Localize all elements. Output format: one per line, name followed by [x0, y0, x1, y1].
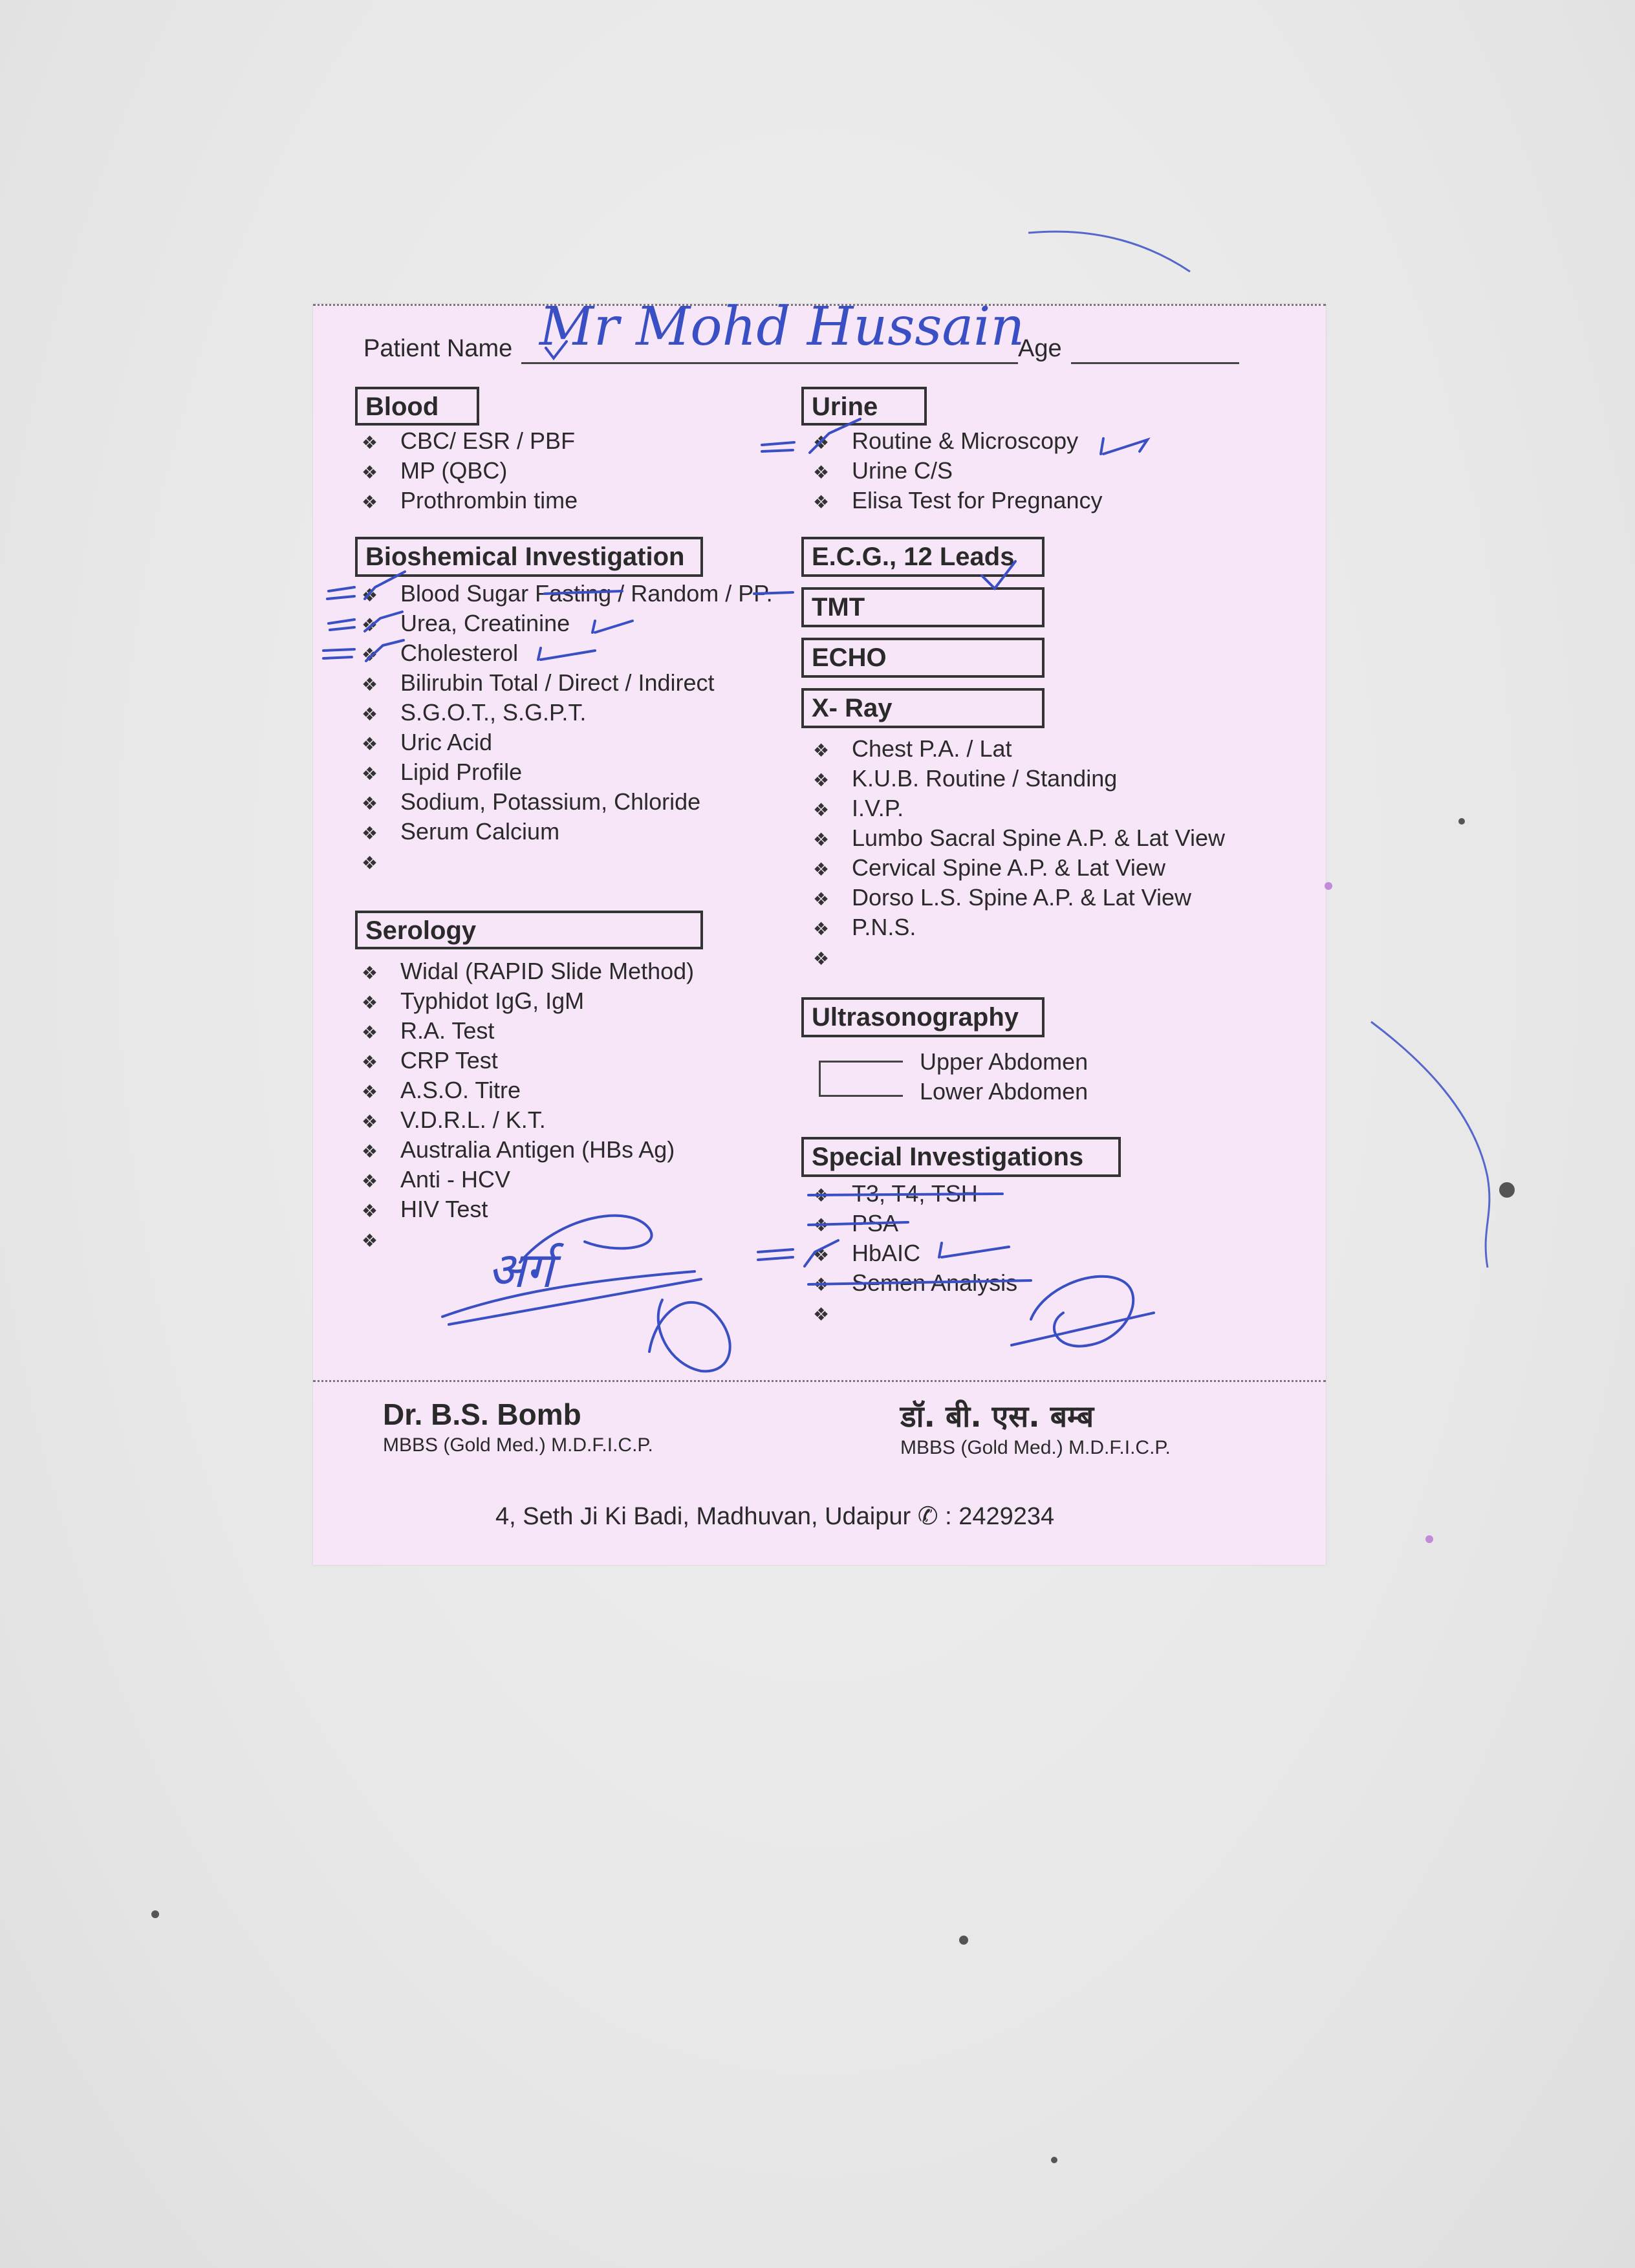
list-item: ❖ S.G.O.T., S.G.P.T. [362, 699, 587, 726]
age-label: Age [1018, 335, 1062, 362]
list-item: ❖ Serum Calcium [362, 818, 560, 845]
dash-mark [762, 442, 794, 451]
list-item: ❖ Lipid Profile [362, 759, 523, 785]
age-line [1071, 362, 1239, 364]
list-item: ❖ Urine C/S [813, 457, 953, 484]
biochem-header: Bioshemical Investigation [355, 537, 703, 577]
list-item: ❖ Anti - HCV [362, 1166, 511, 1193]
list-item: ❖ I.V.P. [813, 795, 904, 821]
usg-bracket [819, 1061, 903, 1097]
list-item: ❖ [813, 1304, 830, 1324]
list-item: ❖ Dorso L.S. Spine A.P. & Lat View [813, 884, 1191, 911]
list-item: ❖ R.A. Test [362, 1017, 495, 1044]
list-item: Lower Abdomen [920, 1078, 1088, 1105]
list-item: ❖ Chest P.A. / Lat [813, 735, 1012, 762]
list-item: ❖ P.N.S. [813, 914, 916, 940]
prescription-slip [313, 296, 1326, 1565]
doctor-name-hindi: डॉ. बी. एस. बम्ब [900, 1399, 1094, 1434]
list-item: ❖ CRP Test [362, 1047, 498, 1074]
list-item: ❖ V.D.R.L. / K.T. [362, 1107, 546, 1133]
list-item: ❖ Prothrombin time [362, 487, 578, 513]
list-item: ❖ Bilirubin Total / Direct / Indirect [362, 669, 715, 696]
list-item: ❖ Widal (RAPID Slide Method) [362, 958, 695, 984]
dash-mark [329, 620, 354, 630]
list-item: ❖ HbAIC [813, 1240, 921, 1266]
list-item: ❖ Cholesterol [362, 640, 519, 666]
list-item: ❖ MP (QBC) [362, 457, 508, 484]
clinic-address: 4, Seth Ji Ki Badi, Madhuvan, Udaipur ✆ : 2429234 [495, 1503, 1055, 1530]
signature-stroke [442, 1271, 695, 1317]
list-item: ❖ T3, T4, TSH [813, 1180, 978, 1207]
bottom-perforation [313, 1380, 1326, 1387]
dash-mark [323, 649, 354, 658]
tmt-header: TMT [801, 587, 1045, 627]
list-item: ❖ Routine & Microscopy [813, 427, 1079, 454]
doctor-degree-english: MBBS (Gold Med.) M.D.F.I.C.P. [383, 1434, 653, 1456]
list-item: ❖ PSA [813, 1210, 899, 1237]
tick-mark [592, 621, 633, 632]
list-item: ❖ [813, 949, 830, 969]
signature-stroke [649, 1300, 730, 1371]
list-item: ❖ Sodium, Potassium, Chloride [362, 788, 701, 815]
list-item: ❖ [362, 853, 378, 873]
list-item: ❖ Cervical Spine A.P. & Lat View [813, 854, 1165, 881]
special-header: Special Investigations [801, 1137, 1121, 1177]
list-item: ❖ CBC/ ESR / PBF [362, 427, 576, 454]
dash-mark [758, 1249, 793, 1260]
tick-mark [538, 648, 595, 660]
signature-stroke [1031, 1277, 1133, 1346]
tick-mark [939, 1243, 1009, 1257]
list-item: ❖ Urea, Creatinine [362, 610, 570, 636]
dash-mark [327, 587, 354, 599]
list-item: ❖ Typhidot IgG, IgM [362, 988, 585, 1014]
usg-header: Ultrasonography [801, 997, 1045, 1037]
handwritten-note: अर्ग [488, 1241, 553, 1299]
list-item: ❖ Australia Antigen (HBs Ag) [362, 1136, 675, 1163]
list-item: ❖ K.U.B. Routine / Standing [813, 765, 1118, 792]
serology-header: Serology [355, 911, 703, 949]
tick-mark [1101, 438, 1147, 454]
ecg-header: E.C.G., 12 Leads [801, 537, 1045, 577]
list-item: ❖ Elisa Test for Pregnancy [813, 487, 1103, 513]
patient-name-line [521, 362, 1018, 364]
list-item: Upper Abdomen [920, 1048, 1088, 1075]
list-item: ❖ A.S.O. Titre [362, 1077, 521, 1103]
list-item: ❖ [362, 1231, 378, 1251]
xray-header: X- Ray [801, 688, 1045, 728]
patient-name-handwritten: Mr Mohd Hussain [539, 296, 1025, 358]
signature-stroke [1012, 1313, 1154, 1345]
list-item: ❖ Lumbo Sacral Spine A.P. & Lat View [813, 825, 1226, 851]
doctor-degree-hindi: MBBS (Gold Med.) M.D.F.I.C.P. [900, 1437, 1171, 1458]
urine-header: Urine [801, 387, 927, 426]
doctor-name-english: Dr. B.S. Bomb [383, 1398, 581, 1431]
list-item: ❖ Uric Acid [362, 729, 493, 755]
patient-name-label: Patient Name [363, 335, 513, 362]
blood-header: Blood [355, 387, 479, 426]
list-item: ❖ HIV Test [362, 1196, 488, 1222]
echo-header: ECHO [801, 638, 1045, 678]
list-item: ❖ Blood Sugar Fasting / Random / PP. [362, 580, 773, 607]
list-item: ❖ Semen Analysis [813, 1269, 1018, 1296]
signature-stroke [449, 1279, 701, 1324]
